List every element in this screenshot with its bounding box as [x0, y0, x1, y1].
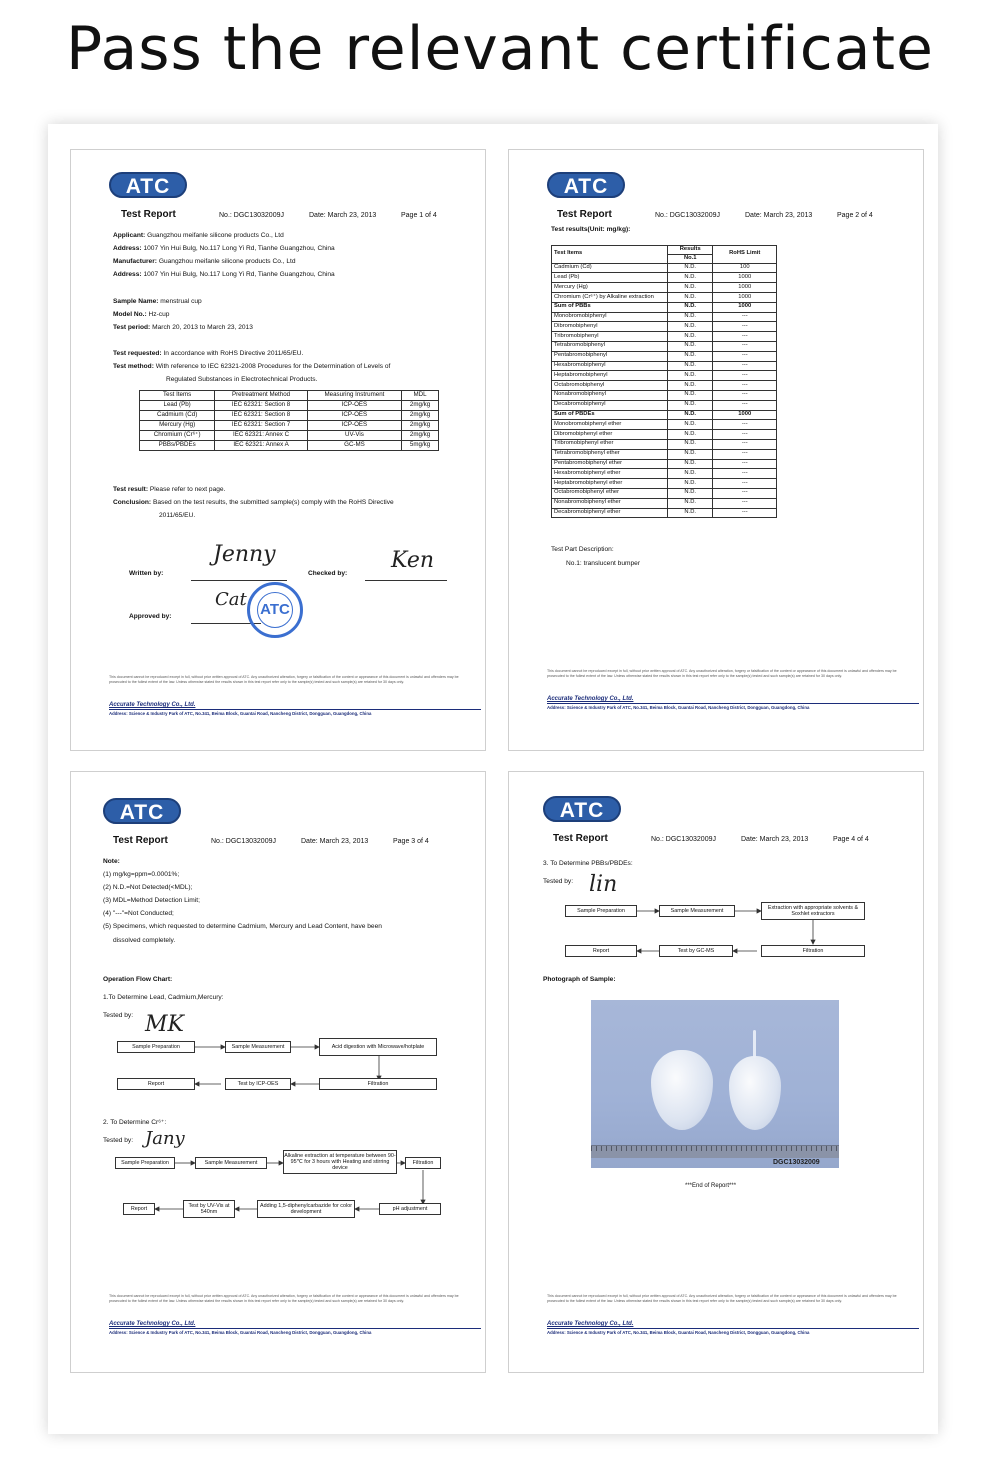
report-page-1: [70, 149, 486, 751]
tested-by-label: Tested by:: [543, 878, 574, 885]
note-3: (3) MDL=Method Detection Limit;: [103, 897, 200, 904]
atc-stamp: ATC: [247, 582, 303, 638]
sample-line: Sample Name: menstrual cup: [113, 298, 202, 305]
table-row: [552, 361, 777, 371]
table-row: [552, 439, 777, 449]
table-cell: ---: [713, 342, 777, 352]
note-2: (2) N.D.=Not Detected(<MDL);: [103, 884, 193, 891]
table-row: [552, 410, 777, 420]
footer-disclaimer: This document cannot be reproduced except in full, without prior written approval of ATC. Any unauthorized alteration, forgery or falsification of the content or appearance of this document is unlawful and offenders may be prosecuted to the fullest extent of the law. Unless otherwise stated the results shown in this test report refer only to the sample(s) tested and such sample(s) are retained for 30 days only.: [109, 675, 459, 684]
table-row: Cadmium (Cd) IEC 62321: Section 8 ICP-OES 2mg/kg: [140, 411, 439, 421]
table-cell: N.D.: [668, 351, 713, 361]
photo-title: Photograph of Sample:: [543, 976, 616, 983]
report-page-2: [508, 149, 924, 751]
flow-test-uv-vis: Test by UV-Vis at 540nm: [183, 1200, 235, 1218]
flow-adding-diphenylcarbazide: Adding 1,5-diphenylcarbazide for color development: [257, 1200, 355, 1218]
tested-by-signature: lin: [589, 872, 618, 897]
table-row: [552, 479, 777, 489]
report-header: Test Report No.: DGC13032009J Date: March 23, 2013 Page 2 of 4: [557, 209, 873, 220]
table-cell: Tetrabromobiphenyl: [552, 342, 668, 352]
table-cell: Nonabromobiphenyl ether: [552, 498, 668, 508]
checked-signature: Ken: [391, 548, 435, 573]
flow-filtration-2: Filtration: [405, 1157, 441, 1169]
cup-image-right: [729, 1056, 781, 1130]
methods-table: Test Items Pretreatment Method Measuring Instrument MDL Lead (Pb) IEC 62321: Section 8 ICP-OES 2mg/kg Cadmium (Cd) IEC 62321: Section 8 ICP-OES 2mg/kg Mercury (Hg) IEC 62321: Section 7 ICP-OES 2mg/kg Chromium (Cr⁶⁺) IEC 62321: Annex C UV-Vis 2mg/kg PBBs/PBDEs IEC 62321: Annex A GC-MS 5mg/kg: [139, 390, 439, 451]
flow-arrows: [71, 772, 486, 1373]
flow-2-title: 2. To Determine Cr⁶⁺:: [103, 1119, 167, 1126]
table-cell: ---: [713, 312, 777, 322]
table-cell: Dibromobiphenyl: [552, 322, 668, 332]
table-cell: 1000: [713, 273, 777, 283]
tested-by-label-2: Tested by:: [103, 1137, 134, 1144]
report-page-4: [508, 771, 924, 1373]
footer-company: Accurate Technology Co., Ltd.: [109, 702, 196, 708]
footer-company: Accurate Technology Co., Ltd.: [109, 1321, 196, 1327]
method-line-2: Regulated Substances in Electrotechnical Products.: [166, 376, 318, 383]
table-cell: N.D.: [668, 488, 713, 498]
cup-stem: [753, 1030, 756, 1058]
table-row: [552, 488, 777, 498]
footer-company: Accurate Technology Co., Ltd.: [547, 696, 634, 702]
footer-disclaimer: This document cannot be reproduced except in full, without prior written approval of ATC. Any unauthorized alteration, forgery or falsification of the content or appearance of this document is unlawful and offenders may be prosecuted to the fullest extent of the law. Unless otherwise stated the results shown in this test report refer only to the sample(s) tested and such sample(s) are retained for 30 days only.: [547, 1294, 897, 1303]
table-row: Mercury (Hg) IEC 62321: Section 7 ICP-OES 2mg/kg: [140, 421, 439, 431]
table-cell: ---: [713, 332, 777, 342]
table-cell: N.D.: [668, 390, 713, 400]
table-cell: ---: [713, 400, 777, 410]
table-cell: Monobromobiphenyl ether: [552, 420, 668, 430]
flow-report: Report: [117, 1078, 195, 1090]
flow-test-gc-ms: Test by GC-MS: [659, 945, 733, 957]
table-cell: N.D.: [668, 322, 713, 332]
address-line: Address: 1007 Yin Hui Bulg, No.117 Long Yi Rd, Tianhe Guangzhou, China: [113, 245, 335, 252]
table-cell: N.D.: [668, 381, 713, 391]
table-cell: Octabromobiphenyl: [552, 381, 668, 391]
page-heading: Pass the relevant certificate: [66, 14, 934, 84]
ruler: [591, 1145, 839, 1158]
flow-sample-measurement: Sample Measurement: [225, 1041, 291, 1053]
table-cell: ---: [713, 469, 777, 479]
table-cell: N.D.: [668, 293, 713, 303]
table-cell: N.D.: [668, 498, 713, 508]
table-cell: Octabromobiphenyl ether: [552, 488, 668, 498]
table-cell: Pentabromobiphenyl: [552, 351, 668, 361]
table-cell: Dibromobiphenyl ether: [552, 430, 668, 440]
footer-address: Address: Science & Industry Park of ATC, No.341, Beima Block, Guantai Road, Nancheng District, Dongguan, Guangdong, China: [109, 1328, 481, 1336]
table-cell: N.D.: [668, 302, 713, 312]
report-header: Test Report No.: DGC13032009J Date: March 23, 2013 Page 4 of 4: [553, 833, 869, 844]
table-row: [552, 273, 777, 283]
table-cell: N.D.: [668, 312, 713, 322]
address-line-2: Address: 1007 Yin Hui Bulg, No.117 Long Yi Rd, Tianhe Guangzhou, China: [113, 271, 335, 278]
table-cell: ---: [713, 351, 777, 361]
footer-disclaimer: This document cannot be reproduced except in full, without prior written approval of ATC. Any unauthorized alteration, forgery or falsification of the content or appearance of this document is unlawful and offenders may be prosecuted to the fullest extent of the law. Unless otherwise stated the results shown in this test report refer only to the sample(s) tested and such sample(s) are retained for 30 days only.: [547, 669, 897, 678]
sample-photo: [591, 1000, 839, 1168]
note-4: (4) "---"=Not Conducted;: [103, 910, 174, 917]
report-header: Test Report No.: DGC13032009J Date: March 23, 2013 Page 3 of 4: [113, 835, 429, 846]
footer-address: Address: Science & Industry Park of ATC, No.341, Beima Block, Guantai Road, Nancheng District, Dongguan, Guangdong, China: [547, 1328, 919, 1336]
flow-filtration: Filtration: [761, 945, 865, 957]
table-cell: Mercury (Hg): [552, 283, 668, 293]
table-row: Lead (Pb) IEC 62321: Section 8 ICP-OES 2mg/kg: [140, 401, 439, 411]
table-row: [552, 381, 777, 391]
table-cell: ---: [713, 439, 777, 449]
table-cell: N.D.: [668, 332, 713, 342]
table-cell: ---: [713, 361, 777, 371]
note-1: (1) mg/kg=ppm=0.0001%;: [103, 871, 180, 878]
table-row: [552, 332, 777, 342]
table-cell: N.D.: [668, 263, 713, 273]
table-row: [552, 390, 777, 400]
table-row: PBBs/PBDEs IEC 62321: Annex A GC-MS 5mg/kg: [140, 441, 439, 451]
report-header: Test Report No.: DGC13032009J Date: March 23, 2013 Page 1 of 4: [121, 209, 437, 220]
table-cell: Tribromobiphenyl: [552, 332, 668, 342]
table-cell: Sum of PBBs: [552, 302, 668, 312]
table-cell: N.D.: [668, 479, 713, 489]
table-cell: N.D.: [668, 508, 713, 518]
tested-by-label: Tested by:: [103, 1012, 134, 1019]
table-cell: ---: [713, 498, 777, 508]
table-row: [552, 322, 777, 332]
part-description: No.1: translucent bumper: [566, 560, 641, 567]
flow-sample-measurement: Sample Measurement: [659, 905, 735, 917]
table-row: [552, 449, 777, 459]
table-cell: ---: [713, 488, 777, 498]
table-cell: N.D.: [668, 430, 713, 440]
table-cell: ---: [713, 322, 777, 332]
table-cell: 100: [713, 263, 777, 273]
flow-sample-measurement-2: Sample Measurement: [195, 1157, 267, 1169]
tested-by-signature-2: Jany: [145, 1128, 185, 1149]
atc-logo: ATC: [543, 796, 621, 822]
table-cell: Tetrabromobiphenyl ether: [552, 449, 668, 459]
written-sig-line: [191, 580, 287, 581]
approved-by-label: Approved by:: [129, 613, 172, 620]
flow-3-title: 3. To Determine PBBs/PBDEs:: [543, 860, 633, 867]
table-cell: N.D.: [668, 459, 713, 469]
written-signature: Jenny: [213, 542, 276, 567]
flow-report-2: Report: [123, 1203, 155, 1215]
atc-logo: ATC: [103, 798, 181, 824]
table-cell: N.D.: [668, 342, 713, 352]
note-5: (5) Specimens, which requested to determine Cadmium, Mercury and Lead Content, have been: [103, 923, 382, 930]
table-row: [552, 283, 777, 293]
flow-filtration: Filtration: [319, 1078, 437, 1090]
checked-by-label: Checked by:: [308, 570, 348, 577]
table-cell: Nonabromobiphenyl: [552, 390, 668, 400]
table-cell: N.D.: [668, 439, 713, 449]
table-row: [552, 342, 777, 352]
atc-logo: ATC: [109, 172, 187, 198]
table-cell: ---: [713, 479, 777, 489]
table-cell: Heptabromobiphenyl: [552, 371, 668, 381]
table-cell: N.D.: [668, 469, 713, 479]
requested-line: Test requested: In accordance with RoHS Directive 2011/65/EU.: [113, 350, 304, 357]
table-row: [552, 459, 777, 469]
table-cell: ---: [713, 430, 777, 440]
written-by-label: Written by:: [129, 570, 164, 577]
table-row: [552, 302, 777, 312]
table-row: [552, 312, 777, 322]
flow-test-icp: Test by ICP-OES: [225, 1078, 291, 1090]
report-page-3: [70, 771, 486, 1373]
table-cell: 1000: [713, 293, 777, 303]
flow-sample-preparation: Sample Preparation: [565, 905, 637, 917]
checked-sig-line: [365, 580, 447, 581]
table-cell: Decabromobiphenyl: [552, 400, 668, 410]
table-cell: ---: [713, 420, 777, 430]
table-cell: Hexabromobiphenyl: [552, 361, 668, 371]
table-row: [552, 498, 777, 508]
table-row: [552, 420, 777, 430]
table-cell: N.D.: [668, 283, 713, 293]
result-line: Test result: Please refer to next page.: [113, 486, 226, 493]
flow-chart-title: Operation Flow Chart:: [103, 976, 173, 983]
table-cell: Cadmium (Cd): [552, 263, 668, 273]
flow-sample-preparation-2: Sample Preparation: [115, 1157, 175, 1169]
table-cell: Pentabromobiphenyl ether: [552, 459, 668, 469]
table-row: [552, 508, 777, 518]
table-cell: ---: [713, 390, 777, 400]
table-cell: N.D.: [668, 371, 713, 381]
note-5-cont: dissolved completely.: [113, 937, 176, 944]
table-cell: Hexabromobiphenyl ether: [552, 469, 668, 479]
table-cell: Monobromobiphenyl: [552, 312, 668, 322]
flow-sample-preparation: Sample Preparation: [117, 1041, 195, 1053]
part-description-title: Test Part Description:: [551, 546, 614, 553]
table-cell: N.D.: [668, 400, 713, 410]
table-cell: Sum of PBDEs: [552, 410, 668, 420]
manufacturer-line: Manufacturer: Guangzhou meifanle silicone products Co., Ltd: [113, 258, 296, 265]
table-cell: Chromium (Cr⁶⁺) by Alkaline extraction: [552, 293, 668, 303]
table-cell: N.D.: [668, 449, 713, 459]
table-cell: 1000: [713, 302, 777, 312]
method-line: Test method: With reference to IEC 62321-2008 Procedures for the Determination of Levels of: [113, 363, 391, 370]
table-cell: ---: [713, 449, 777, 459]
conclusion-line-2: 2011/65/EU.: [159, 512, 196, 519]
table-cell: ---: [713, 508, 777, 518]
table-cell: N.D.: [668, 361, 713, 371]
tested-by-signature: MK: [145, 1012, 184, 1037]
results-table: Test Items Results RoHS Limit No.1 Cadmium (Cd) N.D. 100 Lead (Pb) N.D. 1000 Mercury (Hg) N.D. 1000 Chromium (Cr⁶⁺) by Alkaline extraction N.D. 1000 Sum of PBBs N.D. 1000 Monobromobiphenyl N.D. --- Dibromobiphenyl N.D. --- Tribromobiphenyl N.D. --- Tetrabromobiphenyl N.D. --- Pentabromobiphenyl N.D. --- Hexabromobiphenyl N.D. --- Heptabromobiphenyl N.D. --- Octabromobiphenyl N.D. --- Nonabromobiphenyl N.D. --- Decabromobiphenyl N.D. --- Sum of PBDEs N.D. 1000 Monobromobiphenyl ether N.D. --- Dibromobiphenyl ether N.D. --- Tribromobiphenyl ether N.D. --- Tetrabromobiphenyl ether N.D. --- Pentabromobiphenyl ether N.D. --- Hexabromobiphenyl ether N.D. --- Heptabromobiphenyl ether N.D. --- Octabromobiphenyl ether N.D. --- Nonabromobiphenyl ether N.D. --- Decabromobiphenyl ether N.D. ---: [551, 245, 777, 518]
table-row: [552, 400, 777, 410]
footer-address: Address: Science & Industry Park of ATC, No.341, Beima Block, Guantai Road, Nancheng District, Dongguan, Guangdong, China: [547, 703, 919, 711]
table-cell: Lead (Pb): [552, 273, 668, 283]
flow-report: Report: [565, 945, 637, 957]
table-cell: Decabromobiphenyl ether: [552, 508, 668, 518]
flow-ph-adjustment: pH adjustment: [379, 1203, 441, 1215]
table-row: [552, 469, 777, 479]
table-cell: N.D.: [668, 273, 713, 283]
flow-acid-digestion: Acid digestion with Microwave/hotplate: [319, 1038, 437, 1056]
table-row: [552, 293, 777, 303]
table-cell: Tribromobiphenyl ether: [552, 439, 668, 449]
results-title: Test results(Unit: mg/kg):: [551, 226, 631, 233]
footer-company: Accurate Technology Co., Ltd.: [547, 1321, 634, 1327]
table-cell: N.D.: [668, 420, 713, 430]
period-line: Test period: March 20, 2013 to March 23, 2013: [113, 324, 253, 331]
table-row: [552, 351, 777, 361]
end-of-report: ***End of Report***: [685, 1183, 737, 1189]
table-cell: N.D.: [668, 410, 713, 420]
flow-extraction: Extraction with appropriate solvents & Soxhlet extractors: [761, 902, 865, 920]
cup-image-left: [651, 1050, 713, 1130]
certificate-board: [48, 124, 938, 1434]
model-line: Model No.: Hz-cup: [113, 311, 170, 318]
table-cell: 1000: [713, 410, 777, 420]
flow-1-title: 1.To Determine Lead, Cadmium,Mercury:: [103, 994, 224, 1001]
table-row: Chromium (Cr⁶⁺) IEC 62321: Annex C UV-Vis 2mg/kg: [140, 431, 439, 441]
footer-disclaimer: This document cannot be reproduced except in full, without prior written approval of ATC. Any unauthorized alteration, forgery or falsification of the content or appearance of this document is unlawful and offenders may be prosecuted to the fullest extent of the law. Unless otherwise stated the results shown in this test report refer only to the sample(s) tested and such sample(s) are retained for 30 days only.: [109, 1294, 459, 1303]
photo-code: DGC13032009: [773, 1158, 820, 1166]
table-cell: Heptabromobiphenyl ether: [552, 479, 668, 489]
note-title: Note:: [103, 858, 120, 865]
table-row: [552, 430, 777, 440]
approved-signature: Cat: [215, 589, 247, 610]
atc-logo: ATC: [547, 172, 625, 198]
applicant-line: Applicant: Guangzhou meifanle silicone products Co., Ltd: [113, 232, 284, 239]
conclusion-line: Conclusion: Based on the test results, the submitted sample(s) comply with the RoHS Directive: [113, 499, 394, 506]
table-cell: ---: [713, 459, 777, 469]
flow-alkaline-extraction: Alkaline extraction at temperature between 90-95℃ for 3 hours with Heating and stirring device: [283, 1150, 397, 1174]
footer-address: Address: Science & Industry Park of ATC, No.341, Beima Block, Guantai Road, Nancheng District, Dongguan, Guangdong, China: [109, 709, 481, 717]
table-cell: 1000: [713, 283, 777, 293]
table-row: [552, 263, 777, 273]
table-cell: ---: [713, 371, 777, 381]
table-cell: ---: [713, 381, 777, 391]
table-row: [552, 371, 777, 381]
